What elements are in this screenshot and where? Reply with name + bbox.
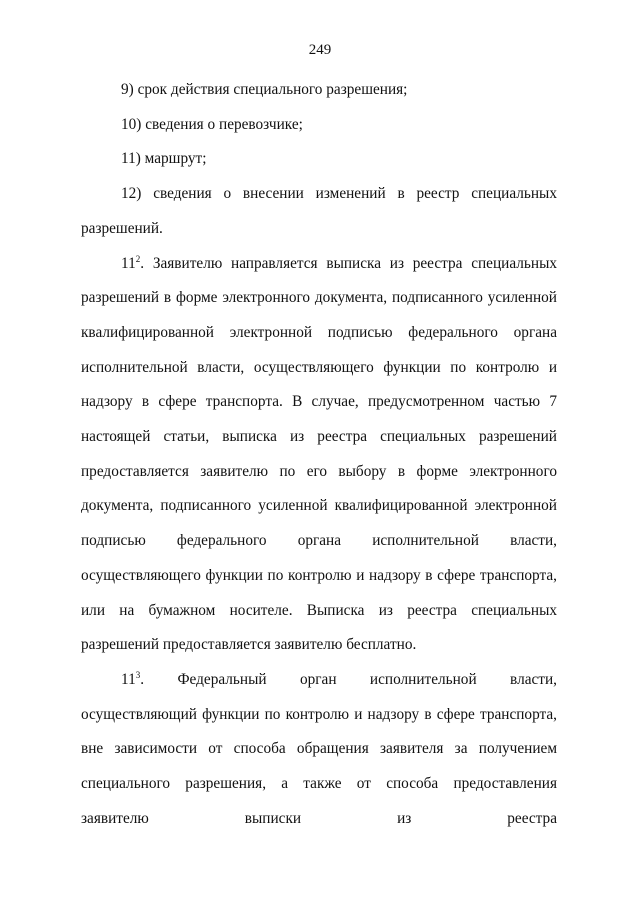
section-number: 11	[121, 254, 136, 272]
section-number: 11	[121, 670, 136, 688]
section-11-3	[81, 663, 557, 837]
section-superscript: 3	[135, 669, 141, 680]
page-number: 249	[308, 42, 332, 58]
section-text: . Заявителю направляется выписка из реестра специальных разрешений в форме электронного документа, подписанного усиленной квалифицированной электронной подписью федерального органа исполнительной власти, осуществляющего функции по контролю и надзору в сфере транспорта. В случае, предусмотренном частью 7 настоящей статьи, выписка из реестра специальных разрешений предоставляется заявителю по его выбору в форме электронного документа, подписанного усиленной квалифицированной электронной подписью федерального органа исполнительной власти, осуществляющего функции по контролю и надзору в сфере транспорта, или на бумажном носителе. Выписка из реестра специальных разрешений предоставляется заявителю бесплатно.	[81, 254, 557, 654]
list-item-12: 12) сведения о внесении изменений в реестр специальных разрешений.	[81, 185, 557, 237]
section-text: . Федеральный орган исполнительной власти, осуществляющий функции по контролю и надзору в сфере транспорта, вне зависимости от способа обращения заявителя за получением специального разрешения, а также от способа предоставления заявителю выписки из реестра	[81, 670, 557, 827]
list-item-11: 11) маршрут;	[121, 150, 207, 168]
section-11-2	[81, 247, 557, 663]
list-item-10: 10) сведения о перевозчике;	[121, 115, 303, 133]
document-body	[81, 73, 557, 836]
section-superscript: 2	[135, 253, 141, 264]
list-item-9: 9) срок действия специального разрешения;	[121, 81, 408, 98]
